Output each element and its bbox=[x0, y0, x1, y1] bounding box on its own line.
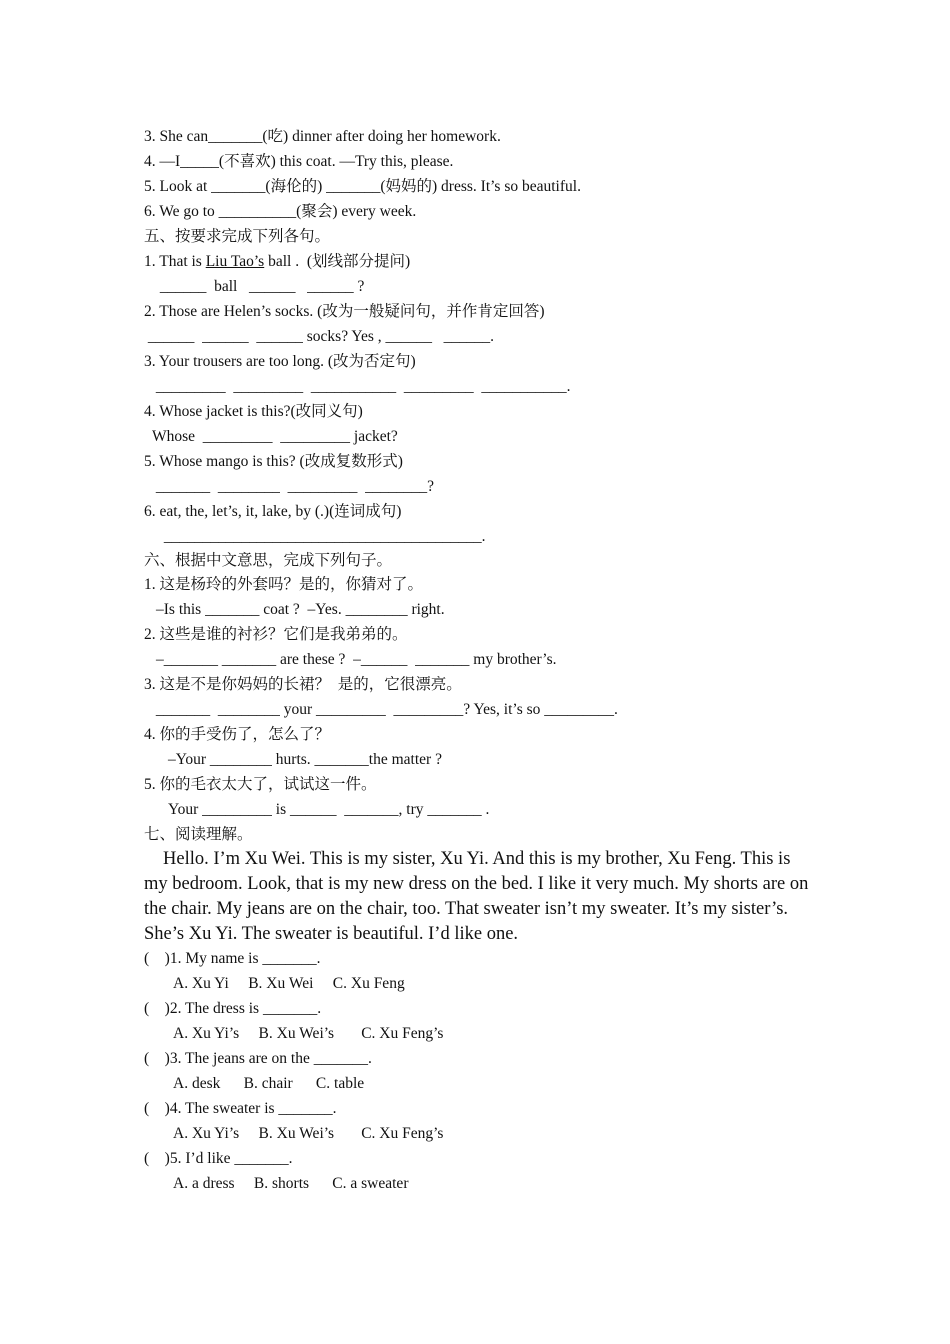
rewrite-answer-3: _________ _________ ___________ _________ ___________. bbox=[152, 378, 571, 395]
translate-answer-2: –_______ _______ are these ? –______ _______ my brother’s. bbox=[156, 651, 557, 668]
options-4: A. Xu Yi’s B. Xu Wei’s C. Xu Feng’s bbox=[173, 1125, 444, 1142]
options-3: A. desk B. chair C. table bbox=[173, 1075, 365, 1092]
rewrite-item-5: 5. Whose mango is this? (改成复数形式) bbox=[144, 453, 403, 470]
rewrite-answer-5: _______ ________ _________ ________? bbox=[152, 478, 435, 495]
section-7-heading: 七、阅读理解。 bbox=[144, 826, 253, 843]
translate-answer-4: –Your ________ hurts. _______the matter ? bbox=[168, 751, 442, 768]
translate-item-4: 4. 你的手受伤了，怎么了？ bbox=[144, 726, 331, 743]
rewrite-item-1: 1. That is Liu Tao’s ball . (划线部分提问) bbox=[144, 253, 411, 270]
question-3: ( )3. The jeans are on the _______. bbox=[144, 1050, 372, 1067]
translate-answer-1: –Is this _______ coat ? –Yes. ________ right. bbox=[156, 601, 445, 618]
options-5: A. a dress B. shorts C. a sweater bbox=[173, 1175, 409, 1192]
translate-item-3: 3. 这是不是你妈妈的长裙？ 是的，它很漂亮。 bbox=[144, 676, 462, 693]
rewrite-item-6: 6. eat, the, let’s, it, lake, by (.)(连词成句) bbox=[144, 503, 402, 520]
question-1: ( )1. My name is _______. bbox=[144, 950, 321, 967]
translate-item-5: 5. 你的毛衣太大了，试试这一件。 bbox=[144, 776, 377, 793]
rewrite-answer-4: Whose _________ _________ jacket? bbox=[152, 428, 398, 445]
fill-item-6: 6. We go to __________(聚会) every week. bbox=[144, 203, 417, 220]
translate-answer-5: Your _________ is ______ _______, try _______ . bbox=[168, 801, 490, 818]
question-5: ( )5. I’d like _______. bbox=[144, 1150, 293, 1167]
options-1: A. Xu Yi B. Xu Wei C. Xu Feng bbox=[173, 975, 405, 992]
translate-item-2: 2. 这些是谁的衬衫？它们是我弟弟的。 bbox=[144, 626, 408, 643]
underlined-phrase: Liu Tao’s bbox=[205, 253, 265, 270]
rewrite-answer-6: _________________________________________. bbox=[160, 528, 486, 545]
translate-item-1: 1. 这是杨玲的外套吗？是的，你猜对了。 bbox=[144, 576, 424, 593]
translate-answer-3: _______ ________ your _________ _________? Yes, it’s so _________. bbox=[152, 701, 618, 718]
section-5-heading: 五、按要求完成下列各句。 bbox=[144, 228, 331, 245]
rewrite-answer-2: ______ ______ ______ socks? Yes , ______ ______. bbox=[144, 328, 495, 345]
rewrite-item-4: 4. Whose jacket is this?(改同义句) bbox=[144, 403, 363, 420]
rewrite-answer-1: ______ ball ______ ______ ? bbox=[156, 278, 365, 295]
rewrite-item-3: 3. Your trousers are too long. (改为否定句) bbox=[144, 353, 416, 370]
fill-item-5: 5. Look at _______(海伦的) _______(妈妈的) dress. It’s so beautiful. bbox=[144, 178, 581, 195]
reading-passage: Hello. I’m Xu Wei. This is my sister, Xu Yi. And this is my brother, Xu Feng. This is my bedroom. Look, that is my new dress on the bed. I like it very much. My shorts are on the chair. My jeans are on the chair, too. That sweater isn’t my sweater. It’s my sister’s. She’s Xu Yi. The sweater is beautiful. I’d like one. bbox=[144, 849, 809, 944]
options-2: A. Xu Yi’s B. Xu Wei’s C. Xu Feng’s bbox=[173, 1025, 444, 1042]
fill-item-4: 4. —I_____(不喜欢) this coat. —Try this, please. bbox=[144, 153, 454, 170]
question-4: ( )4. The sweater is _______. bbox=[144, 1100, 337, 1117]
rewrite-item-2: 2. Those are Helen’s socks. (改为一般疑问句，并作肯定回答) bbox=[144, 303, 545, 320]
section-6-heading: 六、根据中文意思，完成下列句子。 bbox=[144, 552, 393, 569]
fill-item-3: 3. She can_______(吃) dinner after doing her homework. bbox=[144, 128, 501, 145]
question-2: ( )2. The dress is _______. bbox=[144, 1000, 322, 1017]
